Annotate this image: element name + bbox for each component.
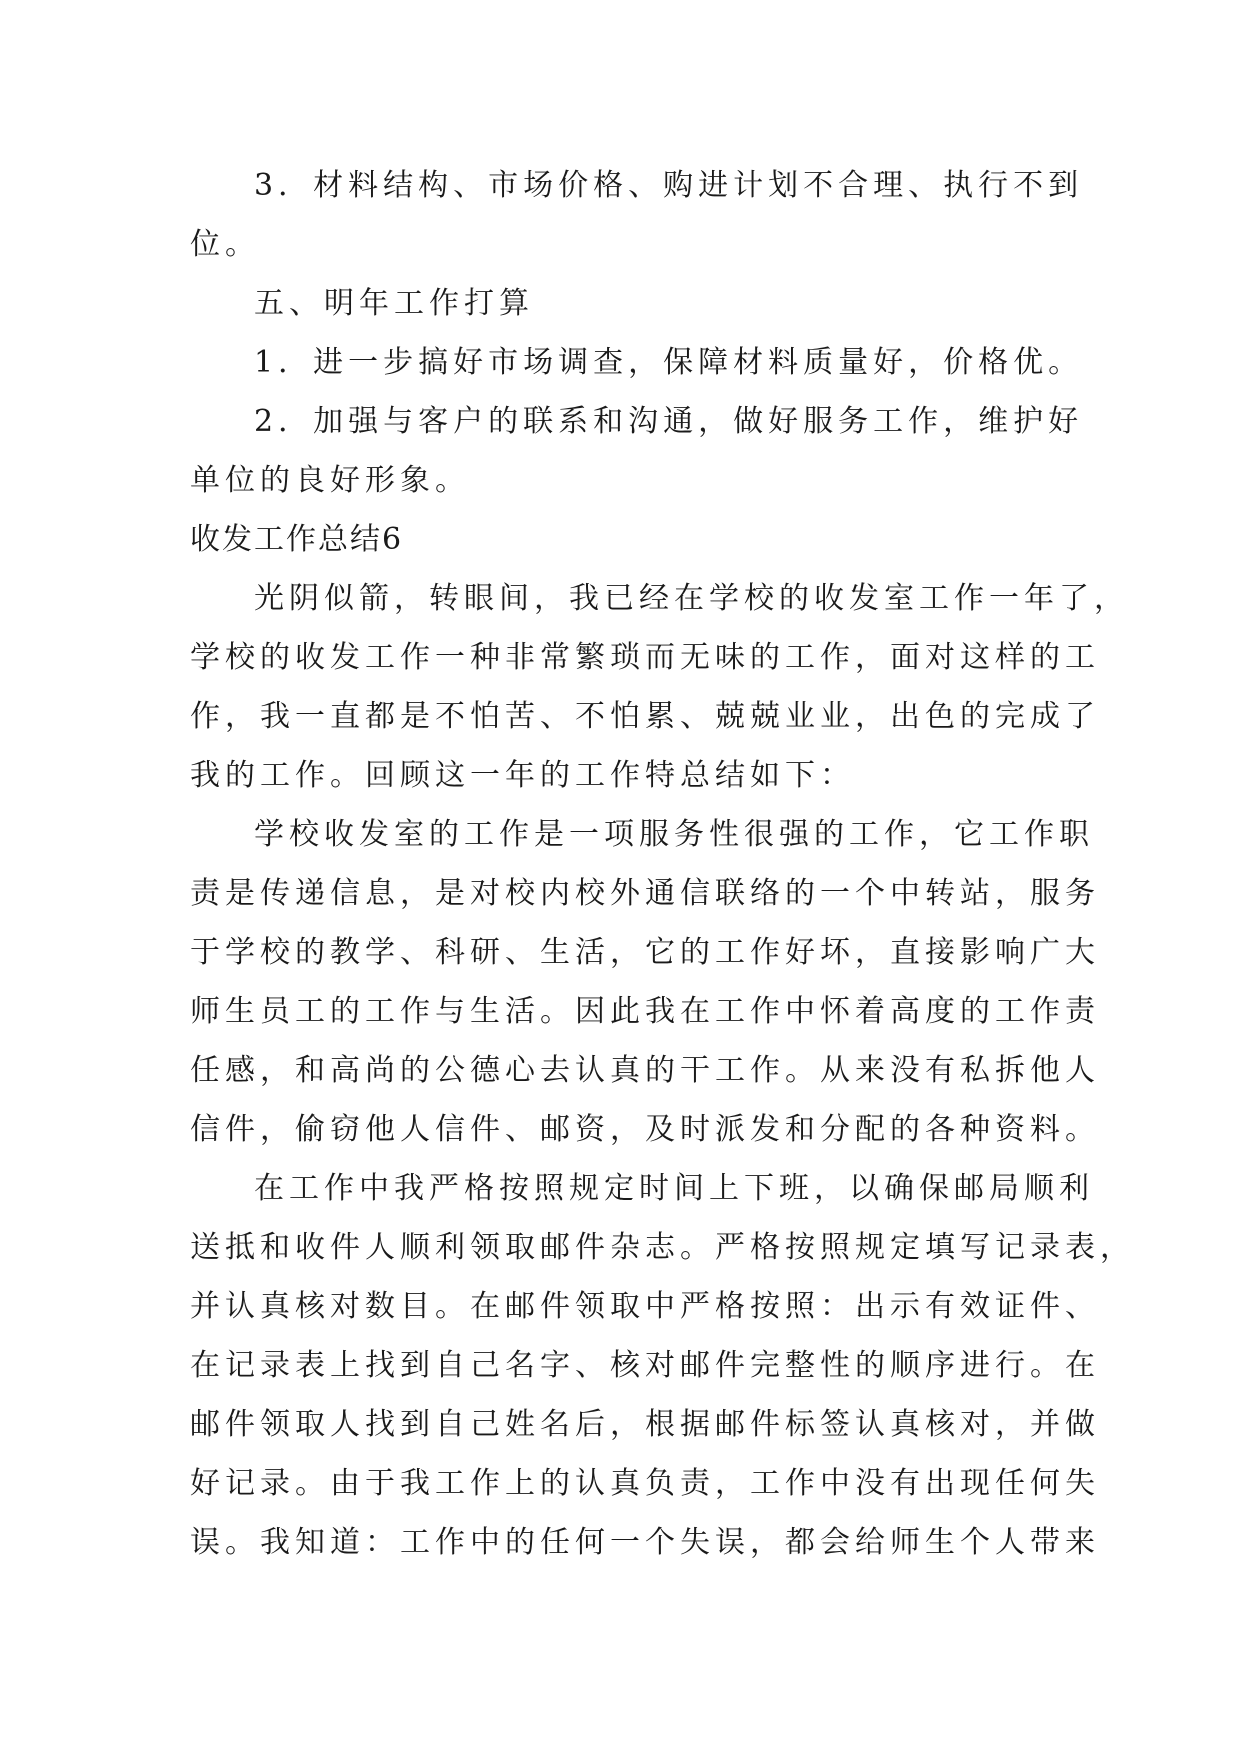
- text-line: 在记录表上找到自己名字、核对邮件完整性的顺序进行。在: [190, 1348, 1100, 1383]
- article-title: 收发工作总结6: [190, 522, 404, 557]
- section-heading: 五、明年工作打算: [254, 286, 534, 321]
- text-line: 光阴似箭，转眼间，我已经在学校的收发室工作一年了，: [254, 581, 1129, 616]
- text-line: 我的工作。回顾这一年的工作特总结如下：: [190, 758, 855, 793]
- text-line: 学校收发室的工作是一项服务性很强的工作，它工作职: [254, 817, 1094, 852]
- text-line: 邮件领取人找到自己姓名后，根据邮件标签认真核对，并做: [190, 1407, 1100, 1442]
- text-line: 任感，和高尚的公德心去认真的干工作。从来没有私拆他人: [190, 1053, 1100, 1088]
- text-line: 好记录。由于我工作上的认真负责，工作中没有出现任何失: [190, 1466, 1100, 1501]
- text-line: 1．进一步搞好市场调查，保障材料质量好，价格优。: [254, 345, 1084, 380]
- text-line: 师生员工的工作与生活。因此我在工作中怀着高度的工作责: [190, 994, 1100, 1029]
- text-line: 2．加强与客户的联系和沟通，做好服务工作，维护好: [254, 404, 1084, 439]
- text-line: 于学校的教学、科研、生活，它的工作好坏，直接影响广大: [190, 935, 1100, 970]
- text-line: 作，我一直都是不怕苦、不怕累、兢兢业业，出色的完成了: [190, 699, 1100, 734]
- text-line: 在工作中我严格按照规定时间上下班，以确保邮局顺利: [254, 1171, 1094, 1206]
- text-line: 单位的良好形象。: [190, 463, 470, 498]
- text-line: 责是传递信息，是对校内校外通信联络的一个中转站，服务: [190, 876, 1100, 911]
- text-line: 并认真核对数目。在邮件领取中严格按照：出示有效证件、: [190, 1289, 1100, 1324]
- body-text: [190, 156, 1135, 1572]
- text-line: 3．材料结构、市场价格、购进计划不合理、执行不到: [254, 168, 1084, 203]
- text-line: 学校的收发工作一种非常繁琐而无味的工作，面对这样的工: [190, 640, 1100, 675]
- text-line: 送抵和收件人顺利领取邮件杂志。严格按照规定填写记录表，: [190, 1230, 1135, 1265]
- text-line: 误。我知道：工作中的任何一个失误，都会给师生个人带来: [190, 1525, 1100, 1560]
- text-line: 信件，偷窃他人信件、邮资，及时派发和分配的各种资料。: [190, 1112, 1100, 1147]
- text-line: 位。: [190, 227, 260, 262]
